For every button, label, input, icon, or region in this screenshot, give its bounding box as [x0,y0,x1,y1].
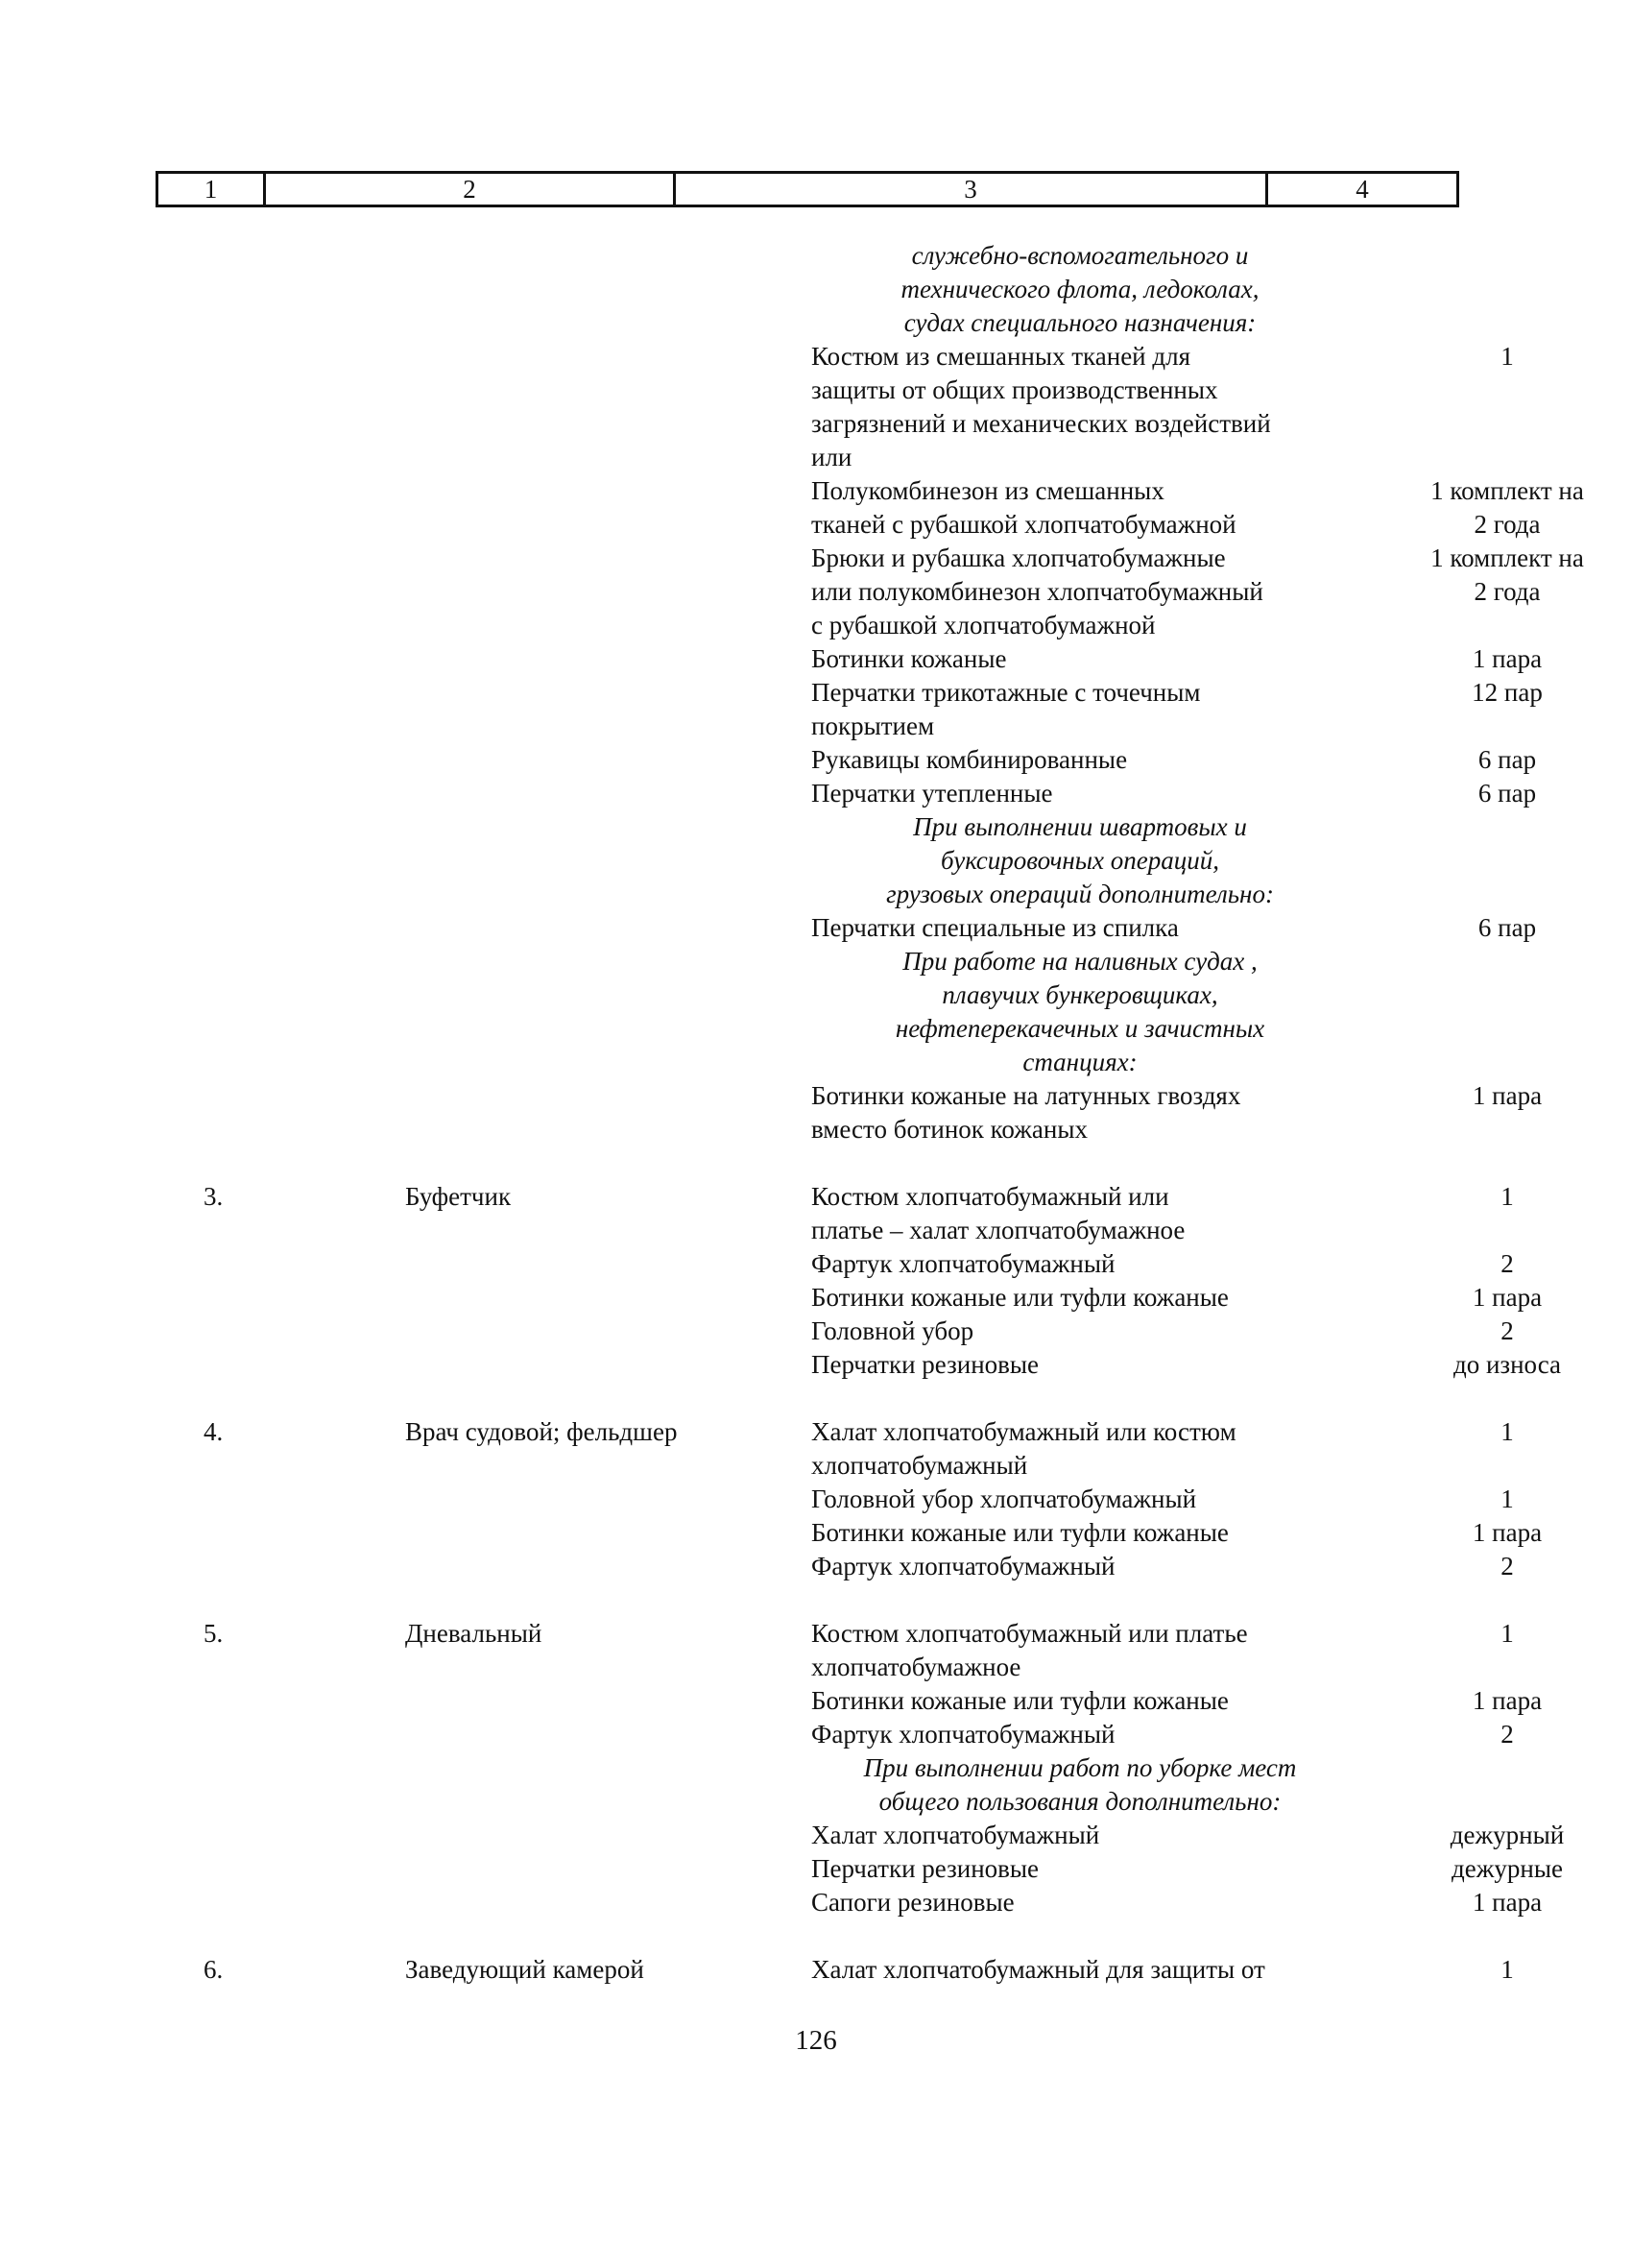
table-row [0,1247,1632,1281]
position-name [405,743,811,777]
position-name [405,1718,811,1751]
position-name [405,508,811,542]
section-subheading-row [0,273,1632,306]
ppe-item: Рукавицы комбинированные [811,745,1128,774]
row-number [0,1516,405,1550]
header-col-3: 3 [673,174,1265,205]
position-name [405,407,811,441]
issue-norm: до износа [1452,1350,1562,1379]
issue-norm: 2 [1500,1552,1514,1580]
row-number [0,777,405,810]
section-subheading: судах специального назначения: [903,308,1257,337]
position-name [405,1483,811,1516]
position-name [405,1852,811,1886]
issue-norm: 6 пар [1477,745,1537,774]
position-name [405,1247,811,1281]
position-name [405,978,811,1012]
position-name: Буфетчик [405,1182,512,1211]
table-row [0,1684,1632,1718]
position-name [405,1516,811,1550]
section-subheading-row [0,1785,1632,1819]
row-number [0,542,405,575]
position-name [405,575,811,609]
row-number [0,911,405,945]
table-row [0,1516,1632,1550]
ppe-item: Перчатки специальные из спилка [811,913,1179,942]
row-number [0,1819,405,1852]
section-subheading: общего пользования дополнительно: [878,1787,1282,1816]
issue-norm: 12 пар [1472,678,1543,707]
ppe-item: хлопчатобумажное [811,1653,1021,1681]
position-name [405,810,811,844]
position-name [405,945,811,978]
section-subheading-row [0,306,1632,340]
header-col-4: 4 [1265,174,1459,205]
position-name [405,1113,811,1146]
position-name [405,340,811,374]
table-row [0,1953,1632,1987]
issue-norm [1411,810,1603,844]
issue-norm [1411,1113,1603,1146]
row-number [0,1281,405,1315]
table-row [0,1348,1632,1382]
position-name [405,542,811,575]
table-row [0,911,1632,945]
position-name [405,609,811,642]
section-subheading-row [0,878,1632,911]
ppe-item: Костюм хлопчатобумажный или [811,1182,1169,1211]
row-number [0,508,405,542]
ppe-item: с рубашкой хлопчатобумажной [811,611,1156,639]
ppe-item: Халат хлопчатобумажный для защиты от [811,1955,1265,1984]
row-number [0,978,405,1012]
position-name [405,1751,811,1785]
ppe-item: Ботинки кожаные или туфли кожаные [811,1518,1229,1547]
table-row [0,407,1632,441]
section-subheading-row [0,1012,1632,1046]
section-subheading-row [0,978,1632,1012]
issue-norm [1411,844,1603,878]
ppe-item: Фартук хлопчатобумажный [811,1249,1116,1278]
table-row [0,710,1632,743]
position-name [405,1819,811,1852]
issue-norm: 1 [1500,1484,1514,1513]
issue-norm [1411,306,1603,340]
ppe-item: или полукомбинезон хлопчатобумажный [811,577,1263,606]
issue-norm: 2 [1500,1720,1514,1749]
section-subheading: плавучих бункеровщиках, [942,980,1218,1009]
position-name [405,273,811,306]
section-subheading: станциях: [1022,1048,1138,1076]
row-number [0,441,405,474]
ppe-item: Головной убор хлопчатобумажный [811,1484,1197,1513]
table-row [0,743,1632,777]
table-row [0,1651,1632,1684]
position-name [405,1348,811,1382]
position-name [405,1012,811,1046]
row-number [0,844,405,878]
row-number [0,1348,405,1382]
ppe-item: Сапоги резиновые [811,1888,1015,1917]
table-row [0,474,1632,508]
row-number: 3. [204,1182,224,1211]
table-row [0,1550,1632,1583]
row-number [0,340,405,374]
issue-norm: 1 [1500,1417,1514,1446]
position-name [405,676,811,710]
ppe-item: Фартук хлопчатобумажный [811,1720,1116,1749]
position-name [405,474,811,508]
issue-norm [1411,1785,1603,1819]
table-row [0,1214,1632,1247]
row-spacer [0,1919,1632,1953]
table-row [0,1113,1632,1146]
issue-norm: дежурный [1450,1821,1565,1849]
position-name: Заведующий камерой [405,1955,644,1984]
issue-norm [1411,1046,1603,1079]
issue-norm [1411,1751,1603,1785]
section-subheading: При работе на наливных судах , [902,947,1258,976]
position-name [405,239,811,273]
table-row [0,1718,1632,1751]
issue-norm [1411,441,1603,474]
issue-norm [1411,273,1603,306]
position-name [405,306,811,340]
table-row [0,1079,1632,1113]
position-name [405,1449,811,1483]
ppe-item: Перчатки трикотажные с точечным [811,678,1201,707]
issue-norm [1411,945,1603,978]
section-subheading-row [0,810,1632,844]
ppe-item: Полукомбинезон из смешанных [811,476,1164,505]
header-col-2: 2 [263,174,673,205]
ppe-item: вместо ботинок кожаных [811,1115,1088,1144]
issue-norm: 1 пара [1472,1081,1543,1110]
row-number [0,1852,405,1886]
issue-norm [1411,239,1603,273]
row-number [0,1651,405,1684]
section-subheading: технического флота, ледоколах, [900,275,1260,303]
ppe-item: Фартук хлопчатобумажный [811,1552,1116,1580]
row-number [0,1315,405,1348]
row-number [0,810,405,844]
issue-norm [1411,609,1603,642]
row-number [0,474,405,508]
issue-norm [1411,1449,1603,1483]
position-name [405,1886,811,1919]
table-body [0,239,1632,1987]
issue-norm: 1 [1500,1182,1514,1211]
position-name [405,1651,811,1684]
issue-norm: 1 пара [1472,1518,1543,1547]
row-number [0,239,405,273]
table-row [0,1819,1632,1852]
position-name [405,1315,811,1348]
position-name [405,1046,811,1079]
position-name [405,642,811,676]
ppe-item: покрытием [811,712,935,740]
ppe-item: Перчатки резиновые [811,1350,1040,1379]
row-number [0,676,405,710]
table-row [0,1180,1632,1214]
issue-norm: 2 года [1474,510,1541,539]
section-subheading-row [0,844,1632,878]
position-name [405,710,811,743]
ppe-item: Халат хлопчатобумажный [811,1821,1100,1849]
ppe-item: тканей с рубашкой хлопчатобумажной [811,510,1236,539]
table-row [0,542,1632,575]
position-name: Дневальный [405,1619,542,1648]
table-row [0,1886,1632,1919]
issue-norm: 1 комплект на [1430,543,1584,572]
position-name [405,1214,811,1247]
issue-norm: 1 пара [1472,1888,1543,1917]
section-subheading: служебно-вспомогательного и [911,241,1249,270]
row-number [0,1012,405,1046]
position-name [405,911,811,945]
ppe-item: Перчатки резиновые [811,1854,1040,1883]
table-row [0,777,1632,810]
row-number [0,1483,405,1516]
issue-norm: 1 пара [1472,644,1543,673]
ppe-item: Халат хлопчатобумажный или костюм [811,1417,1236,1446]
row-number: 5. [204,1619,224,1648]
row-number [0,1046,405,1079]
issue-norm [1411,1651,1603,1684]
issue-norm [1411,878,1603,911]
position-name [405,1684,811,1718]
row-number [0,1449,405,1483]
header-col-1: 1 [156,174,263,205]
row-number [0,743,405,777]
position-name [405,441,811,474]
position-name [405,1550,811,1583]
row-number [0,1785,405,1819]
ppe-item: Ботинки кожаные [811,644,1007,673]
row-number [0,642,405,676]
issue-norm: 1 [1500,1619,1514,1648]
row-number [0,609,405,642]
row-number [0,1718,405,1751]
row-number [0,407,405,441]
table-row [0,1281,1632,1315]
issue-norm: дежурные [1452,1854,1563,1883]
ppe-item: Ботинки кожаные или туфли кожаные [811,1283,1229,1312]
row-number [0,1113,405,1146]
row-number [0,374,405,407]
position-name [405,374,811,407]
issue-norm [1411,710,1603,743]
issue-norm: 1 [1500,342,1514,371]
row-number: 6. [204,1955,224,1984]
table-row [0,1852,1632,1886]
row-number [0,878,405,911]
table-row [0,508,1632,542]
row-number [0,710,405,743]
section-subheading-row [0,945,1632,978]
ppe-item: хлопчатобумажный [811,1451,1028,1480]
table-row [0,1483,1632,1516]
table-row [0,374,1632,407]
section-subheading-row [0,1046,1632,1079]
table-row [0,642,1632,676]
table-row [0,609,1632,642]
issue-norm: 2 года [1474,577,1541,606]
ppe-item: Ботинки кожаные или туфли кожаные [811,1686,1229,1715]
issue-norm: 2 [1500,1316,1514,1345]
row-number [0,1886,405,1919]
row-number [0,1684,405,1718]
table-row [0,340,1632,374]
position-name [405,878,811,911]
position-name [405,777,811,810]
ppe-item: Костюм из смешанных тканей для [811,342,1191,371]
issue-norm: 6 пар [1477,913,1537,942]
row-number [0,1214,405,1247]
ppe-item: Головной убор [811,1316,974,1345]
row-number: 4. [204,1417,224,1446]
ppe-item: или [811,443,852,471]
row-number [0,306,405,340]
row-number [0,1247,405,1281]
row-number [0,945,405,978]
row-number [0,1550,405,1583]
row-spacer [0,1382,1632,1415]
issue-norm: 1 пара [1472,1686,1543,1715]
section-subheading-row [0,239,1632,273]
section-subheading: При выполнении работ по уборке мест [863,1753,1297,1782]
issue-norm: 2 [1500,1249,1514,1278]
row-number [0,575,405,609]
position-name [405,1079,811,1113]
position-name [405,1281,811,1315]
table-row [0,1415,1632,1449]
section-subheading-row [0,1751,1632,1785]
row-number [0,1079,405,1113]
ppe-item: Ботинки кожаные на латунных гвоздях [811,1081,1241,1110]
row-spacer [0,1583,1632,1617]
row-number [0,1751,405,1785]
issue-norm: 6 пар [1477,779,1537,808]
page-number: 126 [795,2025,837,2056]
table-row [0,575,1632,609]
issue-norm [1411,1012,1603,1046]
issue-norm [1411,978,1603,1012]
issue-norm [1411,407,1603,441]
table-row [0,1315,1632,1348]
table-row [0,441,1632,474]
ppe-item: Костюм хлопчатобумажный или платье [811,1619,1248,1648]
section-subheading: грузовых операций дополнительно: [886,880,1274,908]
position-name: Врач судовой; фельдшер [405,1417,678,1446]
issue-norm [1411,374,1603,407]
table-row [0,1449,1632,1483]
issue-norm: 1 комплект на [1430,476,1584,505]
table-row [0,676,1632,710]
ppe-item: Брюки и рубашка хлопчатобумажные [811,543,1226,572]
table-row [0,1617,1632,1651]
section-subheading: буксировочных операций, [941,846,1219,875]
ppe-item: загрязнений и механических воздействий [811,409,1271,438]
issue-norm [1411,1214,1603,1247]
issue-norm: 1 [1500,1955,1514,1984]
row-spacer [0,1146,1632,1180]
position-name [405,844,811,878]
issue-norm: 1 пара [1472,1283,1543,1312]
table-header [156,171,1459,207]
section-subheading: При выполнении швартовых и [913,812,1247,841]
section-subheading: нефтеперекачечных и зачистных [895,1014,1265,1043]
ppe-item: Перчатки утепленные [811,779,1053,808]
position-name [405,1785,811,1819]
ppe-item: платье – халат хлопчатобумажное [811,1216,1186,1244]
row-number [0,273,405,306]
ppe-item: защиты от общих производственных [811,375,1218,404]
